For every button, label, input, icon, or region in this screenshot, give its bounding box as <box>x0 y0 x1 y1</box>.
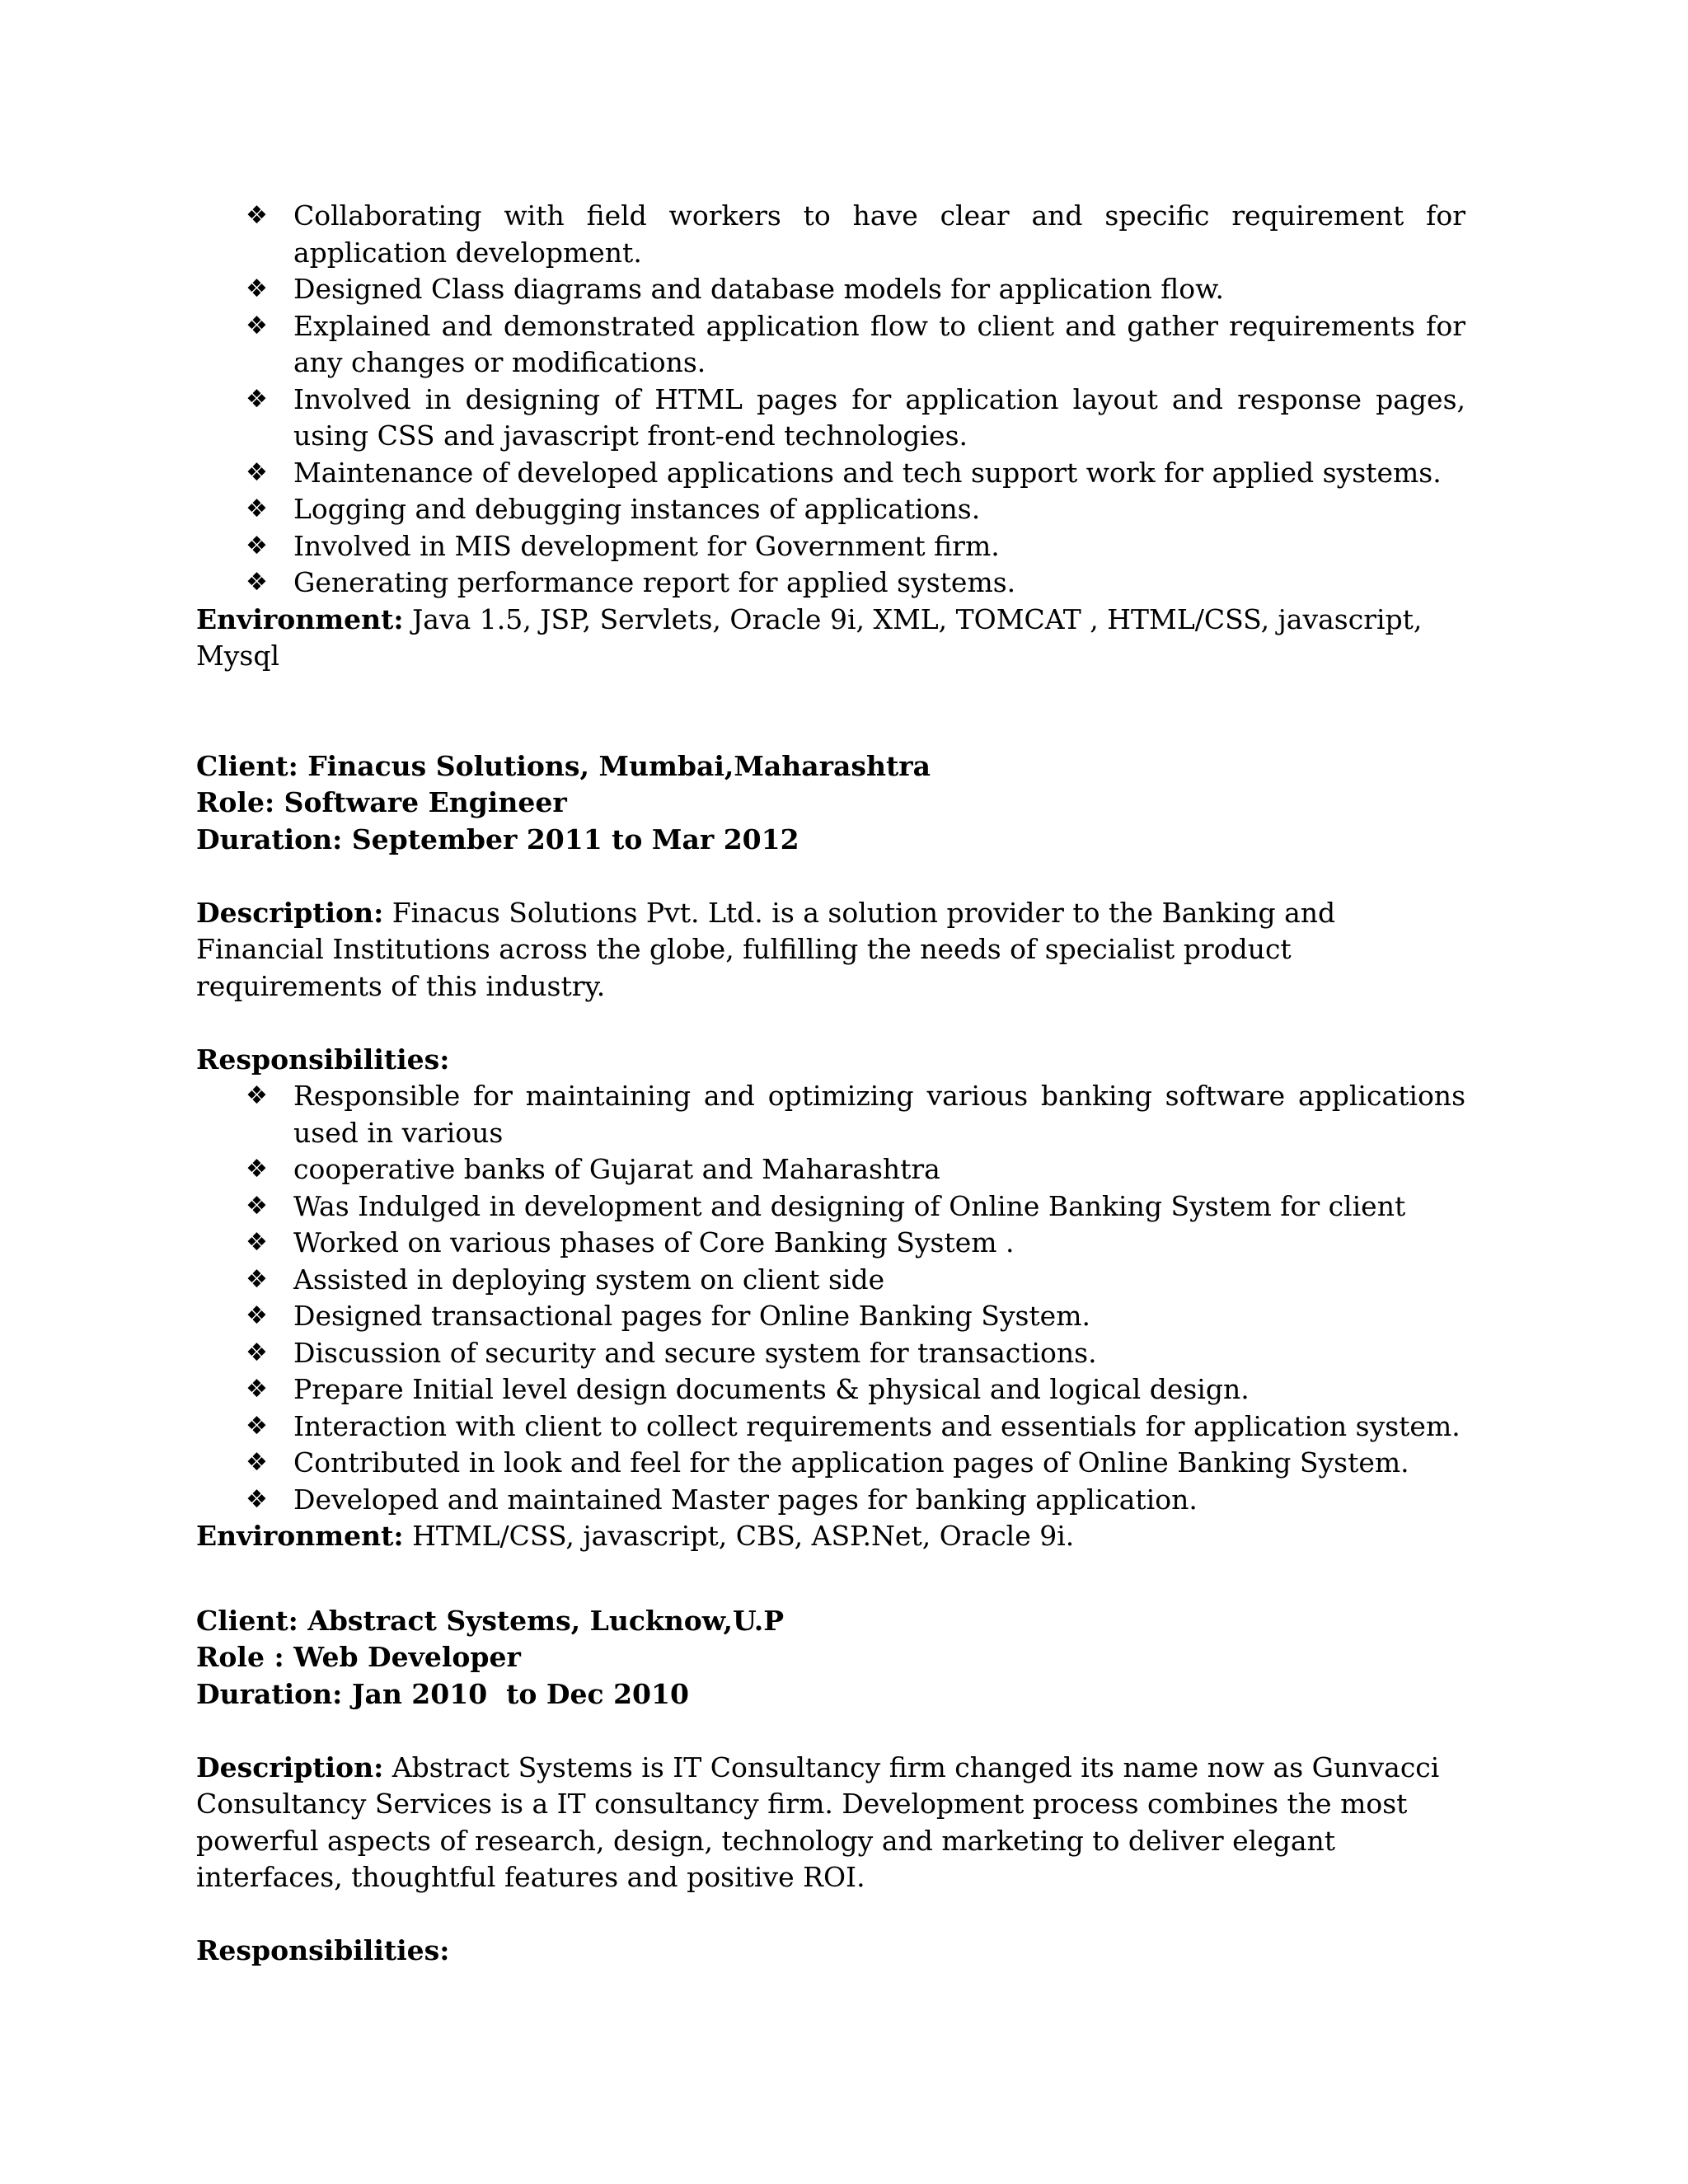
list-item: ❖ Explained and demonstrated application flow to client and gather requirements for any changes or modifications. <box>246 309 1465 378</box>
list-item: ❖ Involved in MIS development for Government firm. <box>293 528 1465 565</box>
list-item: ❖ Logging and debugging instances of applications. <box>293 491 1465 528</box>
section2-role: Role: Software Engineer <box>196 786 567 818</box>
environment-label: Environment: <box>196 602 404 635</box>
bullet-diamond-icon: ❖ <box>246 311 268 340</box>
resume-page <box>196 198 1465 1970</box>
bullet-diamond-icon: ❖ <box>246 1375 268 1404</box>
list-item: ❖ Responsible for maintaining and optimizing various banking software applications used in various <box>246 1080 1465 1149</box>
bullet-diamond-icon: ❖ <box>246 568 268 597</box>
bullet-diamond-icon: ❖ <box>246 1228 268 1257</box>
section2-client: Client: Finacus Solutions, Mumbai,Maharashtra <box>196 749 931 782</box>
bullet-diamond-icon: ❖ <box>246 1191 268 1221</box>
bullet-diamond-icon: ❖ <box>246 201 268 230</box>
list-item: ❖ Maintenance of developed applications and tech support work for applied systems. <box>293 455 1465 492</box>
section3-role: Role : Web Developer <box>196 1641 521 1673</box>
section3-client: Client: Abstract Systems, Lucknow,U.P <box>196 1604 785 1637</box>
section1-environment <box>196 602 1465 675</box>
list-item: ❖ Developed and maintained Master pages for banking application. <box>293 1482 1465 1519</box>
list-item: ❖ Discussion of security and secure system for transactions. <box>293 1335 1465 1372</box>
description-text: Abstract Systems is IT Consultancy firm changed its name now as Gunvacci Consultancy Services is a IT consultancy firm. Development process combines the most powerful aspects of research, design, technology and marketing to deliver elegant interfaces, thoughtful features and positive ROI. <box>196 1750 1440 1893</box>
section1-responsibilities-list <box>196 198 1465 602</box>
list-item: ❖ cooperative banks of Gujarat and Maharashtra <box>293 1151 1465 1188</box>
list-item: ❖ Collaborating with field workers to have clear and specific requirement for application development. <box>246 199 1465 269</box>
bullet-diamond-icon: ❖ <box>246 494 268 523</box>
bullet-diamond-icon: ❖ <box>246 1264 268 1294</box>
bullet-diamond-icon: ❖ <box>246 1484 268 1514</box>
bullet-diamond-icon: ❖ <box>246 1411 268 1441</box>
description-label: Description: <box>196 1750 384 1783</box>
section3-responsibilities-heading: Responsibilities: <box>196 1934 450 1966</box>
bullet-diamond-icon: ❖ <box>246 457 268 487</box>
environment-value: HTML/CSS, javascript, CBS, ASP.Net, Oracle 9i. <box>403 1520 1075 1552</box>
bullet-diamond-icon: ❖ <box>246 531 268 560</box>
section2-duration: Duration: September 2011 to Mar 2012 <box>196 823 799 855</box>
environment-label: Environment: <box>196 1520 404 1552</box>
bullet-diamond-icon: ❖ <box>246 1081 268 1110</box>
environment-value: Java 1.5, JSP, Servlets, Oracle 9i, XML, TOMCAT , HTML/CSS, javascript, Mysql <box>196 602 1423 672</box>
section3-description <box>196 1750 1465 1896</box>
list-item: ❖ Contributed in look and feel for the application pages of Online Banking System. <box>293 1445 1465 1482</box>
bullet-diamond-icon: ❖ <box>246 1301 268 1330</box>
description-text: Finacus Solutions Pvt. Ltd. is a solution provider to the Banking and Financial Institutions across the globe, fulfilling the needs of specialist product requirements of this industry. <box>196 896 1336 1002</box>
list-item: ❖ Interaction with client to collect requirements and essentials for application system. <box>293 1408 1465 1446</box>
bullet-diamond-icon: ❖ <box>246 1338 268 1367</box>
list-item: ❖ Assisted in deploying system on client side <box>293 1262 1465 1299</box>
bullet-diamond-icon: ❖ <box>246 1155 268 1183</box>
section2-description <box>196 895 1465 1005</box>
list-item: ❖ Worked on various phases of Core Banking System . <box>293 1225 1465 1262</box>
list-item: ❖ Prepare Initial level design documents & physical and logical design. <box>293 1371 1465 1408</box>
list-item: ❖ Generating performance report for applied systems. <box>293 565 1465 602</box>
section3-duration: Duration: Jan 2010 to Dec 2010 <box>196 1677 689 1710</box>
bullet-diamond-icon: ❖ <box>246 1448 268 1477</box>
description-label: Description: <box>196 896 384 929</box>
bullet-diamond-icon: ❖ <box>246 274 268 303</box>
list-item: ❖ Designed transactional pages for Online Banking System. <box>293 1298 1465 1335</box>
section2-responsibilities-list <box>196 1078 1465 1518</box>
section2-environment <box>196 1518 1465 1555</box>
list-item: ❖ Was Indulged in development and designing of Online Banking System for client <box>293 1188 1465 1226</box>
section2-responsibilities-heading: Responsibilities: <box>196 1043 450 1076</box>
list-item: ❖ Designed Class diagrams and database models for application flow. <box>293 271 1465 308</box>
bullet-diamond-icon: ❖ <box>246 384 268 414</box>
list-item: ❖ Involved in designing of HTML pages for application layout and response pages, using CSS and javascript front-end technologies. <box>246 382 1465 452</box>
